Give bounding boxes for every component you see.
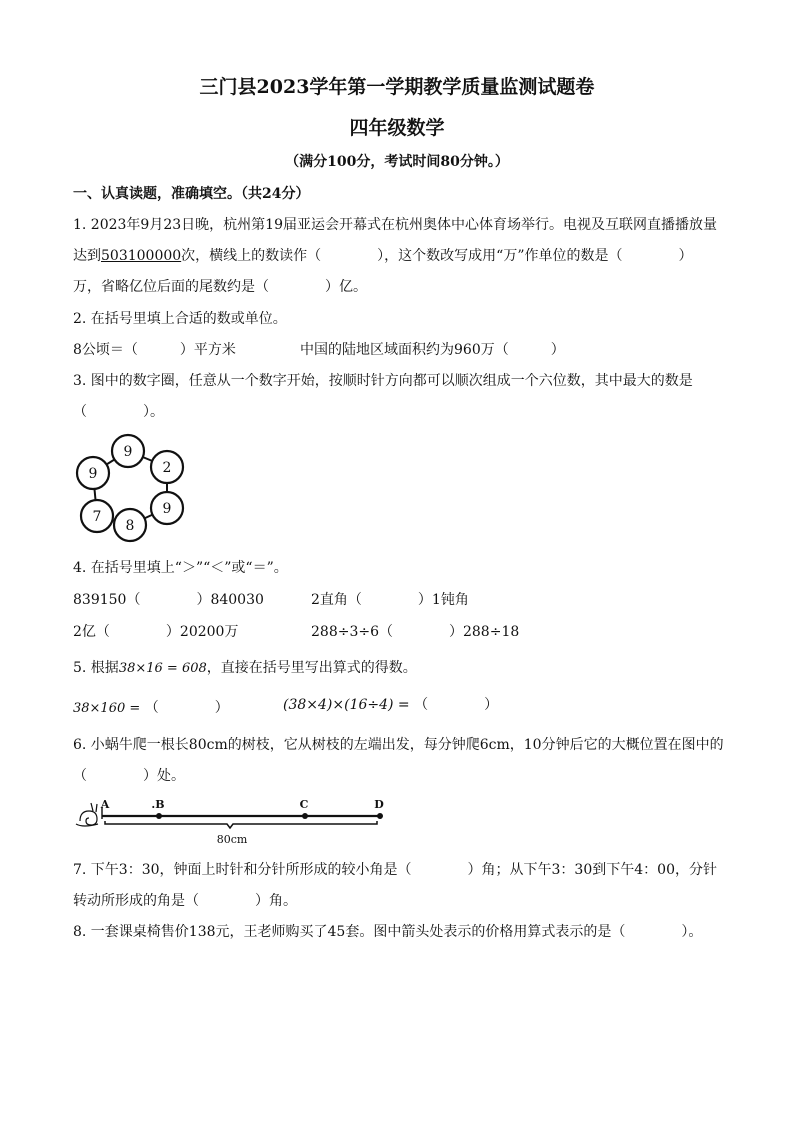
digit-circle-figure [72, 428, 190, 544]
q2-item-b: 中国的陆地区域面积约为960万（ ） [300, 342, 565, 358]
q1-text-a: 达到 [73, 248, 101, 264]
q5-expr-1-blank: （ ） [144, 700, 229, 716]
q3-line2: （ ）。 [73, 404, 164, 420]
q4-compare-4: 288÷3÷6（ ）288÷18 [311, 624, 520, 640]
q1-number: 503100000 [101, 248, 182, 264]
q5-line1 [73, 657, 417, 677]
q1-text-b: 次，横线上的数读作（ ），这个数改写成用“万”作单位的数是（ ） [181, 248, 693, 264]
q5-expr-1-math: 38×160 = [73, 701, 141, 716]
q1-line1: 1. 2023年9月23日晚，杭州第19届亚运会开幕式在杭州奥体中心体育场举行。电视及互联网直播播放量 [73, 217, 717, 233]
digit-1: 9 [123, 444, 133, 460]
digit-5: 7 [92, 509, 102, 525]
q6-line1: 6. 小蜗牛爬一根长80cm的树枝，它从树枝的左端出发，每分钟爬6cm，10分钟后它的大概位置在图中的 [73, 737, 724, 753]
q3-line1: 3. 图中的数字圈，任意从一个数字开始，按顺时针方向都可以顺次组成一个六位数，其中最大的数是 [73, 373, 693, 389]
digit-6: 9 [88, 466, 98, 482]
branch-diagram [72, 795, 392, 847]
section-heading: 一、认真读题，准确填空。（共24分） [73, 186, 310, 202]
snail-icon [76, 803, 98, 826]
point-a-label: A [100, 798, 110, 811]
q2-item-a: 8公顷＝（ ）平方米 [73, 342, 236, 358]
q5-expr-1 [73, 697, 229, 717]
q7-line2: 转动所形成的角是（ ）角。 [73, 893, 297, 909]
q5-expr-2-blank: （ ） [414, 697, 499, 713]
point-d-label: D [374, 798, 384, 811]
digit-3: 9 [162, 501, 172, 517]
q1-line3: 万，省略亿位后面的尾数约是（ ）亿。 [73, 279, 367, 295]
q2-line1: 2. 在括号里填上合适的数或单位。 [73, 311, 287, 327]
q7-line1: 7. 下午3：30，钟面上时针和分针所形成的较小角是（ ）角；从下午3：30到下午4：00，分针 [73, 862, 717, 878]
q4-compare-2: 2直角（ ）1钝角 [311, 592, 469, 608]
exam-note: （满分100分，考试时间80分钟。） [285, 154, 509, 170]
digit-4: 8 [125, 518, 135, 534]
q8-line1: 8. 一套课桌椅售价138元，王老师购买了45套。图中箭头处表示的价格用算式表示的是（ ）。 [73, 924, 703, 940]
point-c-label: C [299, 798, 309, 811]
point-b-label: .B [151, 798, 165, 811]
q6-line2: （ ）处。 [73, 768, 185, 784]
q5-expr-2 [283, 694, 498, 714]
q4-compare-1: 839150（ ）840030 [73, 592, 264, 608]
q4-compare-3: 2亿（ ）20200万 [73, 624, 239, 640]
q5-text-b: ，直接在括号里写出算式的得数。 [206, 660, 417, 676]
digit-2: 2 [162, 460, 172, 476]
exam-title: 三门县2023学年第一学期教学质量监测试题卷 [199, 76, 595, 98]
branch-length-label: 80cm [216, 833, 248, 846]
q4-line1: 4. 在括号里填上“＞”“＜”或“＝”。 [73, 560, 288, 576]
q5-text-a: 5. 根据 [73, 660, 119, 676]
q5-given-equation: 38×16 = 608 [118, 661, 207, 676]
q1-line2 [73, 245, 692, 265]
q5-expr-2-math: (38×4)×(16÷4) = [283, 697, 410, 713]
exam-subtitle: 四年级数学 [349, 117, 445, 139]
